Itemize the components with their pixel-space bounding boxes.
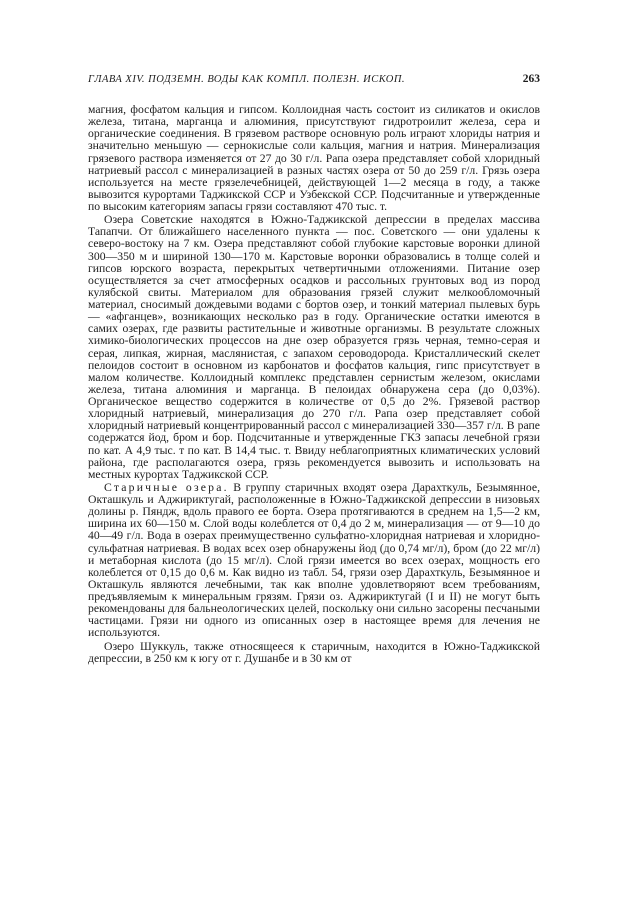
page-number: 263 bbox=[522, 73, 540, 85]
running-header bbox=[88, 74, 540, 85]
body-text bbox=[88, 104, 540, 666]
paragraph-shukkul-lake: Озеро Шуккуль, также относящееся к старичным, находится в Южно-Таджикской депрессии, в 250 км к югу от г. Душанбе и в 30 км от bbox=[88, 639, 540, 665]
running-title: ГЛАВА XIV. ПОДЗЕМН. ВОДЫ КАК КОМПЛ. ПОЛЕЗН. ИСКОП. bbox=[88, 74, 406, 85]
paragraph-sovetskie-lakes: Озера Советские находятся в Южно-Таджикской депрессии в пределах массива Тапапчи. От ближайшего населенного пункта — пос. Советского — они удалены к северо-востоку на 7 км. Озера представляют собой глубокие карстовые воронки длиной 300—350 м и шириной 130—170 м. Карстовые воронки образовались в толще солей и гипсов юрского возраста, перекрытых четвертичными отложениями. Питание озер осуществляется за счет атмосферных осадков и рассольных грунтовых вод из пород кулябской свиты. Материалом для образования грязей служит мелкообломочный материал, сносимый дождевыми водами с бортов озер, и тонкий материал пылевых бурь — «афганцев», возникающих несколько раз в году. Органические остатки имеются в самих озерах, где развиты растительные и животные организмы. В результате сложных химико-биологических процессов на дне озер образуется грязь черная, темно-серая и серая, липкая, жирная, маслянистая, с запахом сероводорода. Кристаллический скелет пелоидов состоит в основном из карбонатов и фосфатов кальция, гипс присутствует в малом количестве. Коллоидный комплекс представлен сернистым железом, окислами железа, титана алюминия и марганца. В пелоидах обнаружена сера (до 0,03%). Органическое вещество содержится в количестве от 0,5 до 2%. Грязевой раствор хлоридный натриевый, минерализация до 270 г/л. Рапа озер представляет собой хлоридный натриевый концентрированный рассол с минерализацией 330—357 г/л. В рапе содержатся йод, бром и бор. Подсчитанные и утвержденные ГКЗ запасы лечебной грязи по кат. А 4,9 тыс. т по кат. В 14,4 тыс. т. Ввиду неблагоприятных климатических условий района, где располагаются озера, грязь рекомендуется вывозить и использовать на местных курортах Таджикской ССР. bbox=[88, 213, 540, 481]
paragraph-oxbow-lakes bbox=[88, 482, 540, 640]
paragraph-continued: магния, фосфатом кальция и гипсом. Коллоидная часть состоит из силикатов и окислов железа, титана, марганца и алюминия, присутствуют гидротроилит железа, сера и органические соединения. В грязевом растворе основную роль играют хлориды натрия и значительно меньшую — сернокислые соли кальция, магния и натрия. Минерализация грязевого раствора изменяется от 27 до 30 г/л. Рапа озера представляет собой хлоридный натриевый рассол с минерализацией в разных частях озера от 50 до 259 г/л. Грязь озера используется на месте грязелечебницей, действующей 1—2 месяца в году, а также вывозится курортами Таджикской ССР и Узбекской ССР. Подсчитанные и утвержденные по высоким категориям запасы грязи составляют 470 тыс. т. bbox=[88, 103, 540, 213]
paragraph-oxbow-lakes-text: В группу старичных входят озера Дарахткуль, Безымянное, Окташкуль и Аджириктугай, расположенные в Южно-Таджикской депрессии в низовьях долины р. Пяндж, вдоль правого ее борта. Озера протягиваются в среднем на 1,5—2 км, ширина их 60—150 м. Слой воды колеблется от 0,4 до 2 м, минерализация — от 9—10 до 40—49 г/л. Вода в озерах преимущественно сульфатно-хлоридная натриевая и хлоридно-сульфатная натриевая. В водах всех озер обнаружены йод (до 0,74 мг/л), бром (до 22 мг/л) и метаборная кислота (до 15 мг/л). Слой грязи имеется во всех озерах, мощность его колеблется от 0,15 до 0,6 м. Как видно из табл. 54, грязи озер Дарахткуль, Безымянное и Окташкуль являются лечебными, так как вполне удовлетворяют всем требованиям, предъявляемым к минеральным грязям. Грязи оз. Аджириктугай (I и II) не могут быть рекомендованы для бальнеологических целей, поскольку они сильно засорены песчаными частицами. Грязи ни одного из описанных озер в настоящее время для лечения не используются. bbox=[88, 480, 540, 640]
section-run-in-heading: Старичные озера. bbox=[104, 480, 229, 494]
